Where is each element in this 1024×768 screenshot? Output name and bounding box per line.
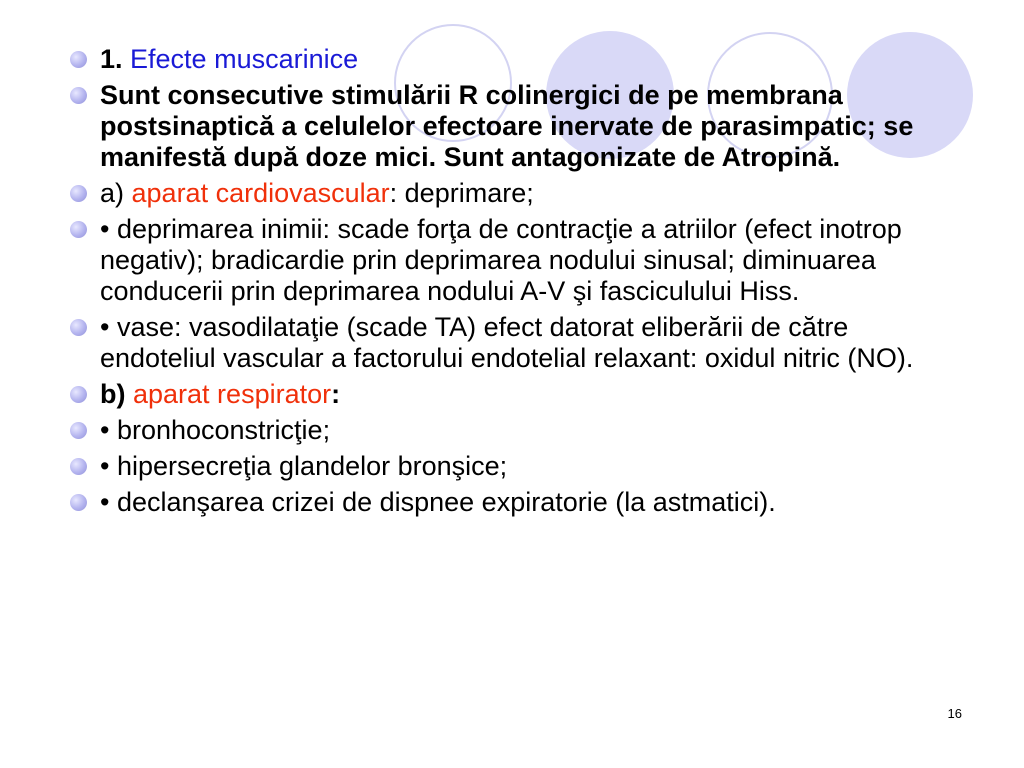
vessels-text: • vase: vasodilataţie (scade TA) efect datorat eliberării de către endoteliul vascular a factorului endotelial relaxant: oxidul nitric (NO). <box>100 312 914 373</box>
bullet-item-bronchoconstriction <box>62 415 962 446</box>
dyspnea-text: • declanşarea crizei de dispnee expiratorie (la astmatici). <box>100 487 776 517</box>
cardio-highlight: aparat cardiovascular <box>131 178 390 208</box>
resp-suffix: : <box>331 379 341 409</box>
description-text: Sunt consecutive stimulării R colinergici de pe membrana postsinaptică a celulelor efectoare inervate de parasimpatic; se manifestă după doze mici. Sunt antagonizate de Atropină. <box>100 80 914 172</box>
bullet-list <box>62 44 962 523</box>
hypersecretion-text: • hipersecreţia glandelor bronşice; <box>100 451 508 481</box>
sphere-bullet-icon <box>70 422 87 439</box>
heading-number: 1. <box>100 44 131 74</box>
heading-title: Efecte muscarinice <box>130 44 359 74</box>
cardio-prefix: a) <box>100 178 132 208</box>
sphere-bullet-icon <box>70 494 87 511</box>
sphere-bullet-icon <box>70 87 87 104</box>
bullet-item-dyspnea <box>62 487 962 518</box>
cardio-suffix: : deprimare; <box>389 178 534 208</box>
sphere-bullet-icon <box>70 319 87 336</box>
bullet-item-heart <box>62 214 962 307</box>
sphere-bullet-icon <box>70 51 87 68</box>
bronchoconstriction-text: • bronhoconstricţie; <box>100 415 331 445</box>
bullet-item-respiratory <box>62 379 962 410</box>
bullet-item-heading <box>62 44 962 75</box>
sphere-bullet-icon <box>70 221 87 238</box>
bullet-item-cardiovascular <box>62 178 962 209</box>
resp-highlight: aparat respirator <box>133 379 332 409</box>
bullet-item-description <box>62 80 962 173</box>
page-number: 16 <box>947 706 962 721</box>
sphere-bullet-icon <box>70 386 87 403</box>
bullet-item-vessels <box>62 312 962 374</box>
sphere-bullet-icon <box>70 185 87 202</box>
sphere-bullet-icon <box>70 458 87 475</box>
resp-prefix: b) <box>100 379 133 409</box>
bullet-item-hypersecretion <box>62 451 962 482</box>
heart-text: • deprimarea inimii: scade forţa de contracţie a atriilor (efect inotrop negativ); bradicardie prin deprimarea nodului sinusal; diminuarea conducerii prin deprimarea nodului A-V şi fasciculului Hiss. <box>100 214 902 306</box>
